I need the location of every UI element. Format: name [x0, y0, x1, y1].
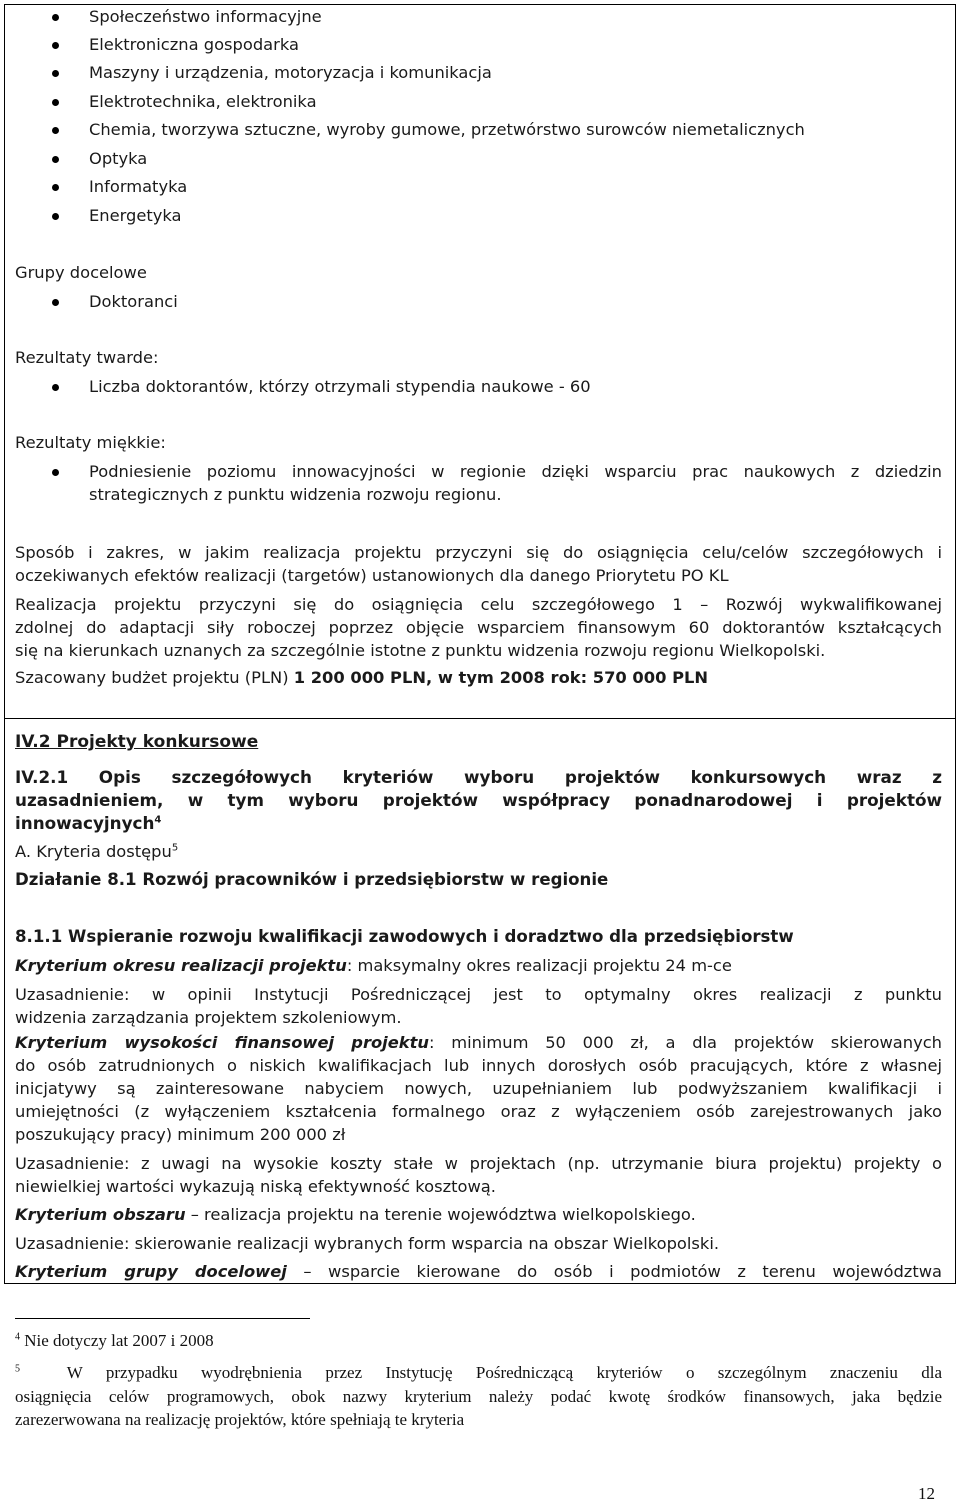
criterion-value: [15, 1032, 942, 1054]
criterion-text: – realizacja projektu na terenie województwa wielkopolskiego.: [185, 1205, 696, 1224]
section-heading-iv21: IV.2.1 Opis szczegółowych kryteriów wyboru projektów konkursowych wraz z: [15, 767, 942, 787]
criteria-a-text: A. Kryteria dostępu: [15, 842, 172, 861]
bullet-icon: [52, 14, 59, 21]
soft-results-heading: Rezultaty miękkie:: [15, 433, 166, 452]
hard-results-heading: Rezultaty twarde:: [15, 348, 159, 367]
list-item: Elektroniczna gospodarka: [89, 35, 299, 54]
footnote-4: [15, 1330, 214, 1352]
criterion-value: inicjatywy są zainteresowane nabyciem nowych, uzupełnianiem lub podwyższaniem kwalifikacji i: [15, 1079, 942, 1098]
footnote-5: zarezerwowana na realizację projektów, które spełniają te kryteria: [15, 1410, 465, 1429]
bullet-icon: [52, 127, 59, 134]
realization-paragraph: się na kierunkach uznanych za szczególnie istotne z punktu widzenia rozwoju regionu Wielkopolski.: [15, 641, 826, 660]
method-paragraph: Sposób i zakres, w jakim realizacja projektu przyczyni się do osiągnięcia celu/celów szczegółowych i: [15, 543, 942, 562]
footnote-number: 4: [15, 1331, 20, 1343]
page-number: 12: [918, 1484, 935, 1503]
bullet-icon: [52, 42, 59, 49]
list-item: Doktoranci: [89, 292, 178, 311]
criterion-area: [15, 1204, 696, 1226]
budget-line: [15, 667, 708, 689]
bullet-icon: [52, 384, 59, 391]
criterion-group: [15, 1261, 942, 1283]
realization-paragraph: Realizacja projektu przyczyni się do osiągnięcia celu szczegółowego 1 – Rozwój wykwalifikowanej: [15, 595, 942, 614]
criterion-label: Kryterium obszaru: [15, 1205, 186, 1224]
criterion-value: do osób zatrudnionych o niskich kwalifikacjach lub innych dorosłych osób pracujących, które z własnej: [15, 1056, 942, 1075]
footnote-ref[interactable]: 4: [154, 814, 162, 826]
soft-results-line: strategicznych z punktu widzenia rozwoju regionu.: [89, 485, 502, 504]
footnote-number: 5: [15, 1363, 20, 1375]
section-heading-iv2: IV.2 Projekty konkursowe: [15, 732, 259, 752]
criterion-period: [15, 955, 732, 977]
bullet-icon: [52, 299, 59, 306]
criterion-text: : minimum 50 000 zł, a dla projektów skierowanych: [429, 1033, 942, 1052]
subaction-heading: 8.1.1 Wspieranie rozwoju kwalifikacji zawodowych i doradztwo dla przedsiębiorstw: [15, 927, 794, 946]
criterion-value: umiejętności (z wyłączeniem kształcenia formalnego oraz z wyłączeniem osób zarejestrowanych jako: [15, 1102, 942, 1121]
list-item: Informatyka: [89, 177, 188, 196]
bullet-icon: [52, 469, 59, 476]
list-item: Energetyka: [89, 206, 182, 225]
bullet-icon: [52, 70, 59, 77]
footnote-separator: [15, 1318, 310, 1319]
criteria-a-heading: [15, 841, 178, 863]
bullet-icon: [52, 99, 59, 106]
justification-period: widzenia zarządzania projektem szkoleniowym.: [15, 1008, 402, 1027]
criterion-label: Kryterium okresu realizacji projektu: [15, 956, 347, 975]
section-heading-iv21: [15, 812, 161, 834]
list-item: Optyka: [89, 149, 148, 168]
footnote-ref[interactable]: 5: [171, 842, 179, 854]
footnote-text: W przypadku wyodrębnienia przez Instytucję Pośredniczącą kryteriów o szczególnym znaczeniu dla: [66, 1363, 942, 1382]
footnote-5: osiągnięcia celów programowych, obok nazwy kryterium należy podać kwotę środków finansowych, jaka będzie: [15, 1387, 942, 1406]
list-item: Elektrotechnika, elektronika: [89, 92, 317, 111]
criterion-value: poszukujący pracy) minimum 200 000 zł: [15, 1125, 346, 1144]
bullet-icon: [52, 156, 59, 163]
justification-value: niewielkiej wartości wykazują niską efektywność kosztową.: [15, 1177, 496, 1196]
justification-period: Uzasadnienie: w opinii Instytucji Pośredniczącej jest to optymalny okres realizacji z punktu: [15, 985, 942, 1004]
budget-label: Szacowany budżet projektu (PLN): [15, 668, 294, 687]
action-heading: Działanie 8.1 Rozwój pracowników i przedsiębiorstw w regionie: [15, 870, 609, 889]
section-heading-text: innowacyjnych: [15, 813, 155, 833]
criterion-label: Kryterium grupy docelowej: [15, 1262, 287, 1281]
method-paragraph: oczekiwanych efektów realizacji (targetów) ustanowionych dla danego Priorytetu PO KL: [15, 566, 729, 585]
justification-area: Uzasadnienie: skierowanie realizacji wybranych form wsparcia na obszar Wielkopolski.: [15, 1234, 720, 1253]
criterion-text: : maksymalny okres realizacji projektu 24 m-ce: [346, 956, 732, 975]
section-heading-iv21: uzasadnieniem, w tym wyboru projektów współpracy ponadnarodowej i projektów: [15, 790, 942, 810]
footnote-5: [15, 1362, 942, 1384]
bullet-icon: [52, 213, 59, 220]
criterion-text: – wsparcie kierowane do osób i podmiotów z terenu województwa: [286, 1262, 942, 1281]
criterion-label: Kryterium wysokości finansowej projektu: [15, 1033, 429, 1052]
footnote-text: Nie dotyczy lat 2007 i 2008: [24, 1331, 214, 1350]
bullet-icon: [52, 184, 59, 191]
list-item: Maszyny i urządzenia, motoryzacja i komunikacja: [89, 63, 492, 82]
budget-value: 1 200 000 PLN, w tym 2008 rok: 570 000 PLN: [293, 668, 709, 687]
list-item: Społeczeństwo informacyjne: [89, 7, 322, 26]
list-item: Liczba doktorantów, którzy otrzymali stypendia naukowe - 60: [89, 377, 591, 396]
list-item: Chemia, tworzywa sztuczne, wyroby gumowe, przetwórstwo surowców niemetalicznych: [89, 120, 805, 139]
soft-results-line: Podniesienie poziomu innowacyjności w regionie dzięki wsparciu prac naukowych z dziedzin: [89, 462, 942, 481]
target-groups-heading: Grupy docelowe: [15, 263, 147, 282]
realization-paragraph: zdolnej do adaptacji siły roboczej poprzez objęcie wsparciem finansowym 60 doktorantów kształcących: [15, 618, 942, 637]
justification-value: Uzasadnienie: z uwagi na wysokie koszty stałe w projektach (np. utrzymanie biura projektu) projekty o: [15, 1154, 942, 1173]
